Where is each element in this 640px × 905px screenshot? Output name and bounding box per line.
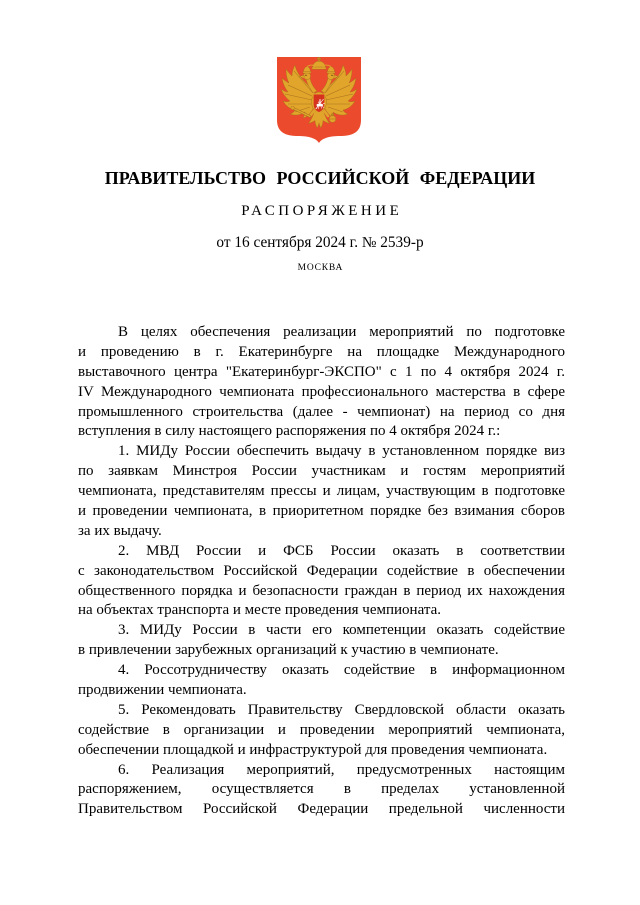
text-line: содействие в организации и проведении мероприятий чемпионата, (78, 721, 565, 738)
city-name: МОСКВА (297, 263, 344, 274)
text-line: 5. Рекомендовать Правительству Свердловской области оказать (118, 701, 565, 718)
issuing-authority: ПРАВИТЕЛЬСТВО РОССИЙСКОЙ ФЕДЕРАЦИИ (104, 168, 536, 188)
text-line: распоряжением, осуществляется в пределах установленной (78, 781, 565, 798)
document-body (78, 323, 565, 820)
text-line: за их выдачу. (78, 522, 162, 539)
paragraph-item-2 (78, 542, 565, 622)
text-line: IV Международного чемпионата профессионального мастерства в сфере (78, 383, 565, 400)
paragraph-preamble (78, 323, 565, 442)
text-line: Правительством Российской Федерации предельной численности (78, 801, 565, 818)
text-line: вступления в силу настоящего распоряжения по 4 октября 2024 г.: (78, 423, 501, 440)
paragraph-item-4 (78, 661, 565, 701)
document-type: РАСПОРЯЖЕНИЕ (241, 202, 403, 219)
paragraph-item-3 (78, 621, 565, 661)
chest-shield (313, 94, 325, 113)
text-line: обеспечении площадкой и инфраструктурой для проведения чемпионата. (78, 741, 548, 758)
text-line: 1. МИДу России обеспечить выдачу в установленном порядке виз (118, 443, 565, 460)
text-line: выставочного центра "Екатеринбург-ЭКСПО" с 1 по 4 октября 2024 г. (78, 363, 565, 380)
paragraph-item-6 (78, 761, 565, 821)
text-line: и проведении чемпионата, в приоритетном порядке без взимания сборов (78, 503, 565, 520)
text-line: по заявкам Минстроя России участникам и гостям мероприятий (78, 463, 565, 480)
document-date-number: от 16 сентября 2024 г. № 2539-р (216, 233, 424, 251)
text-line: общественного порядка и безопасности граждан в период их нахождения (78, 582, 565, 599)
text-line: промышленного строительства (далее - чемпионат) на период со дня (78, 403, 565, 420)
text-line: на объектах транспорта и месте проведения чемпионата. (78, 602, 441, 619)
text-line: 4. Россотрудничеству оказать содействие в информационном (118, 662, 565, 679)
text-line: с законодательством Российской Федерации содействие в обеспечении (78, 562, 565, 579)
text-line: 2. МВД России и ФСБ России оказать в соответствии (118, 542, 565, 559)
paragraph-item-1 (78, 442, 565, 541)
text-line: и проведению в г. Екатеринбурге на площадке Международного (78, 343, 565, 360)
text-line: 3. МИДу России в части его компетенции оказать содействие (118, 622, 565, 639)
text-line: в привлечении зарубежных организаций к участию в чемпионате. (78, 642, 499, 659)
coat-of-arms-icon (276, 56, 362, 144)
text-line: чемпионата, представителям прессы и лицам, участвующим в подготовке (78, 483, 565, 500)
paragraph-item-5 (78, 701, 565, 761)
text-line: продвижении чемпионата. (78, 682, 247, 699)
text-line: В целях обеспечения реализации мероприятий по подготовке (118, 324, 565, 340)
text-line: 6. Реализация мероприятий, предусмотренных настоящим (118, 761, 565, 778)
